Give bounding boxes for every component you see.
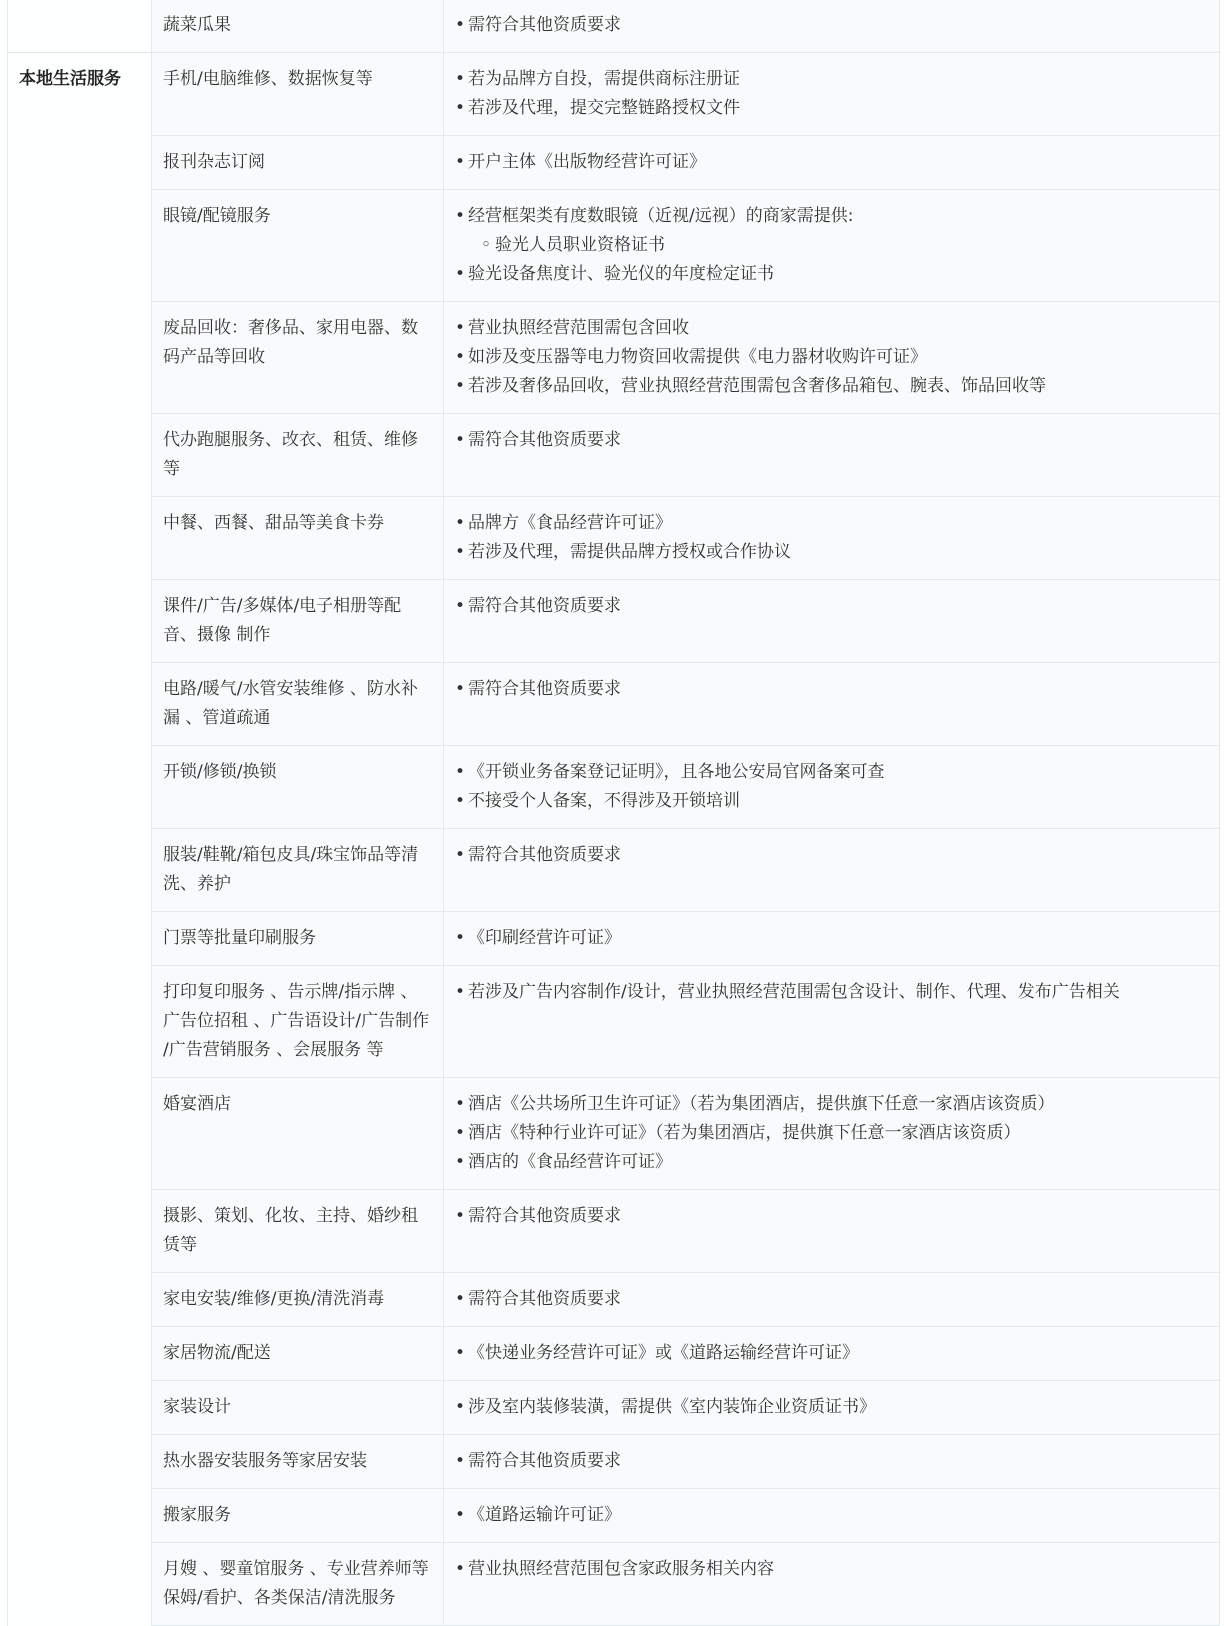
requirements-cell	[444, 663, 1220, 746]
table-row	[8, 1435, 1220, 1489]
service-item-cell: 打印复印服务 、告示牌/指示牌 、广告位招租 、广告语设计/广告制作 /广告营销服务 、会展服务 等	[152, 966, 444, 1078]
table-row	[8, 497, 1220, 580]
requirements-cell	[444, 1078, 1220, 1190]
requirements-list	[455, 841, 1208, 870]
table-row	[8, 1327, 1220, 1381]
table-row	[8, 580, 1220, 663]
requirements-cell	[444, 1190, 1220, 1273]
requirements-list	[455, 148, 1208, 177]
requirements-cell	[444, 136, 1220, 190]
requirements-cell	[444, 1273, 1220, 1327]
requirements-list	[455, 1285, 1208, 1314]
service-item-cell: 家装设计	[152, 1381, 444, 1435]
requirement-item: • 若涉及广告内容制作/设计，营业执照经营范围需包含设计、制作、代理、发布广告相关	[455, 978, 1208, 1007]
requirements-list	[455, 1339, 1208, 1368]
service-item-cell: 热水器安装服务等家居安装	[152, 1435, 444, 1489]
table-row	[8, 190, 1220, 302]
requirements-cell	[444, 912, 1220, 966]
requirements-cell	[444, 414, 1220, 497]
requirement-item: • 《道路运输许可证》	[455, 1501, 1208, 1530]
service-item-cell: 门票等批量印刷服务	[152, 912, 444, 966]
table-row	[8, 663, 1220, 746]
requirements-cell	[444, 1543, 1220, 1626]
service-item-cell: 开锁/修锁/换锁	[152, 746, 444, 829]
service-item-cell: 婚宴酒店	[152, 1078, 444, 1190]
table-row	[8, 0, 1220, 53]
requirement-item: ◦ 验光人员职业资格证书	[455, 231, 1208, 260]
service-item-cell: 报刊杂志订阅	[152, 136, 444, 190]
table-row	[8, 1543, 1220, 1626]
requirement-item: • 需符合其他资质要求	[455, 592, 1208, 621]
service-item-cell: 家电安装/维修/更换/清洗消毒	[152, 1273, 444, 1327]
requirements-cell	[444, 190, 1220, 302]
table-row	[8, 1489, 1220, 1543]
service-item-cell: 手机/电脑维修、数据恢复等	[152, 53, 444, 136]
service-item-cell: 月嫂 、婴童馆服务 、专业营养师等保姆/看护、各类保洁/清洗服务	[152, 1543, 444, 1626]
requirements-cell	[444, 1327, 1220, 1381]
service-item-cell: 电路/暖气/水管安装维修 、防水补漏 、管道疏通	[152, 663, 444, 746]
requirement-item: • 需符合其他资质要求	[455, 426, 1208, 455]
requirement-item: • 《印刷经营许可证》	[455, 924, 1208, 953]
table-row	[8, 414, 1220, 497]
requirements-cell	[444, 1435, 1220, 1489]
requirement-item: • 不接受个人备案，不得涉及开锁培训	[455, 787, 1208, 816]
requirements-cell	[444, 53, 1220, 136]
requirements-cell	[444, 829, 1220, 912]
table-row	[8, 136, 1220, 190]
qualification-table-body	[8, 0, 1220, 1626]
category-cell: 本地生活服务	[8, 53, 152, 1626]
requirements-cell	[444, 580, 1220, 663]
requirement-item: • 酒店《特种行业许可证》（若为集团酒店，提供旗下任意一家酒店该资质）	[455, 1119, 1208, 1148]
requirement-item: • 经营框架类有度数眼镜（近视/远视）的商家需提供:	[455, 202, 1208, 231]
requirements-list	[455, 675, 1208, 704]
table-row	[8, 1078, 1220, 1190]
requirements-list	[455, 202, 1208, 289]
requirement-item: • 若涉及代理，需提供品牌方授权或合作协议	[455, 538, 1208, 567]
requirements-list	[455, 758, 1208, 816]
service-item-cell: 搬家服务	[152, 1489, 444, 1543]
requirements-list	[455, 509, 1208, 567]
table-row	[8, 966, 1220, 1078]
requirements-cell	[444, 1489, 1220, 1543]
requirements-list	[455, 314, 1208, 401]
table-row	[8, 746, 1220, 829]
service-item-cell: 废品回收：奢侈品、家用电器、数码产品等回收	[152, 302, 444, 414]
requirement-item: • 若涉及奢侈品回收，营业执照经营范围需包含奢侈品箱包、腕表、饰品回收等	[455, 372, 1208, 401]
requirement-item: • 若为品牌方自投，需提供商标注册证	[455, 65, 1208, 94]
requirements-list	[455, 1202, 1208, 1231]
service-item-cell: 家居物流/配送	[152, 1327, 444, 1381]
requirement-item: • 需符合其他资质要求	[455, 1285, 1208, 1314]
requirements-list	[455, 592, 1208, 621]
table-row	[8, 912, 1220, 966]
requirement-item: • 如涉及变压器等电力物资回收需提供《电力器材收购许可证》	[455, 343, 1208, 372]
requirement-item: • 需符合其他资质要求	[455, 675, 1208, 704]
table-row	[8, 1381, 1220, 1435]
qualification-table	[7, 0, 1220, 1626]
service-item-cell: 代办跑腿服务、改衣、租赁、维修等	[152, 414, 444, 497]
requirements-list	[455, 1501, 1208, 1530]
requirements-cell	[444, 0, 1220, 53]
requirements-list	[455, 924, 1208, 953]
requirement-item: • 验光设备焦度计、验光仪的年度检定证书	[455, 260, 1208, 289]
requirements-cell	[444, 966, 1220, 1078]
requirements-cell	[444, 497, 1220, 580]
requirement-item: • 涉及室内装修装潢，需提供《室内装饰企业资质证书》	[455, 1393, 1208, 1422]
service-item-cell: 中餐、西餐、甜品等美食卡券	[152, 497, 444, 580]
requirements-list	[455, 1090, 1208, 1177]
table-row	[8, 829, 1220, 912]
table-row	[8, 302, 1220, 414]
requirement-item: • 需符合其他资质要求	[455, 841, 1208, 870]
requirements-list	[455, 11, 1208, 40]
requirements-list	[455, 65, 1208, 123]
requirement-item: • 品牌方《食品经营许可证》	[455, 509, 1208, 538]
requirement-item: • 《快递业务经营许可证》或《道路运输经营许可证》	[455, 1339, 1208, 1368]
requirement-item: • 需符合其他资质要求	[455, 11, 1208, 40]
requirements-list	[455, 1447, 1208, 1476]
service-item-cell: 摄影、策划、化妆、主持、婚纱租赁等	[152, 1190, 444, 1273]
service-item-cell: 服装/鞋靴/箱包皮具/珠宝饰品等清洗、养护	[152, 829, 444, 912]
service-item-cell: 蔬菜瓜果	[152, 0, 444, 53]
table-row	[8, 1190, 1220, 1273]
table-row	[8, 1273, 1220, 1327]
requirements-list	[455, 426, 1208, 455]
requirements-cell	[444, 1381, 1220, 1435]
requirement-item: • 开户主体《出版物经营许可证》	[455, 148, 1208, 177]
requirement-item: • 若涉及代理，提交完整链路授权文件	[455, 94, 1208, 123]
requirement-item: • 营业执照经营范围需包含回收	[455, 314, 1208, 343]
table-row	[8, 53, 1220, 136]
service-item-cell: 眼镜/配镜服务	[152, 190, 444, 302]
category-cell	[8, 0, 152, 53]
requirement-item: • 酒店《公共场所卫生许可证》（若为集团酒店，提供旗下任意一家酒店该资质）	[455, 1090, 1208, 1119]
requirements-list	[455, 1555, 1208, 1584]
requirements-cell	[444, 746, 1220, 829]
requirement-item: • 酒店的《食品经营许可证》	[455, 1148, 1208, 1177]
requirement-item: • 需符合其他资质要求	[455, 1202, 1208, 1231]
service-item-cell: 课件/广告/多媒体/电子相册等配音、摄像 制作	[152, 580, 444, 663]
requirement-item: • 《开锁业务备案登记证明》，且各地公安局官网备案可查	[455, 758, 1208, 787]
requirement-item: • 需符合其他资质要求	[455, 1447, 1208, 1476]
requirement-item: • 营业执照经营范围包含家政服务相关内容	[455, 1555, 1208, 1584]
requirements-list	[455, 978, 1208, 1007]
requirements-cell	[444, 302, 1220, 414]
requirements-list	[455, 1393, 1208, 1422]
